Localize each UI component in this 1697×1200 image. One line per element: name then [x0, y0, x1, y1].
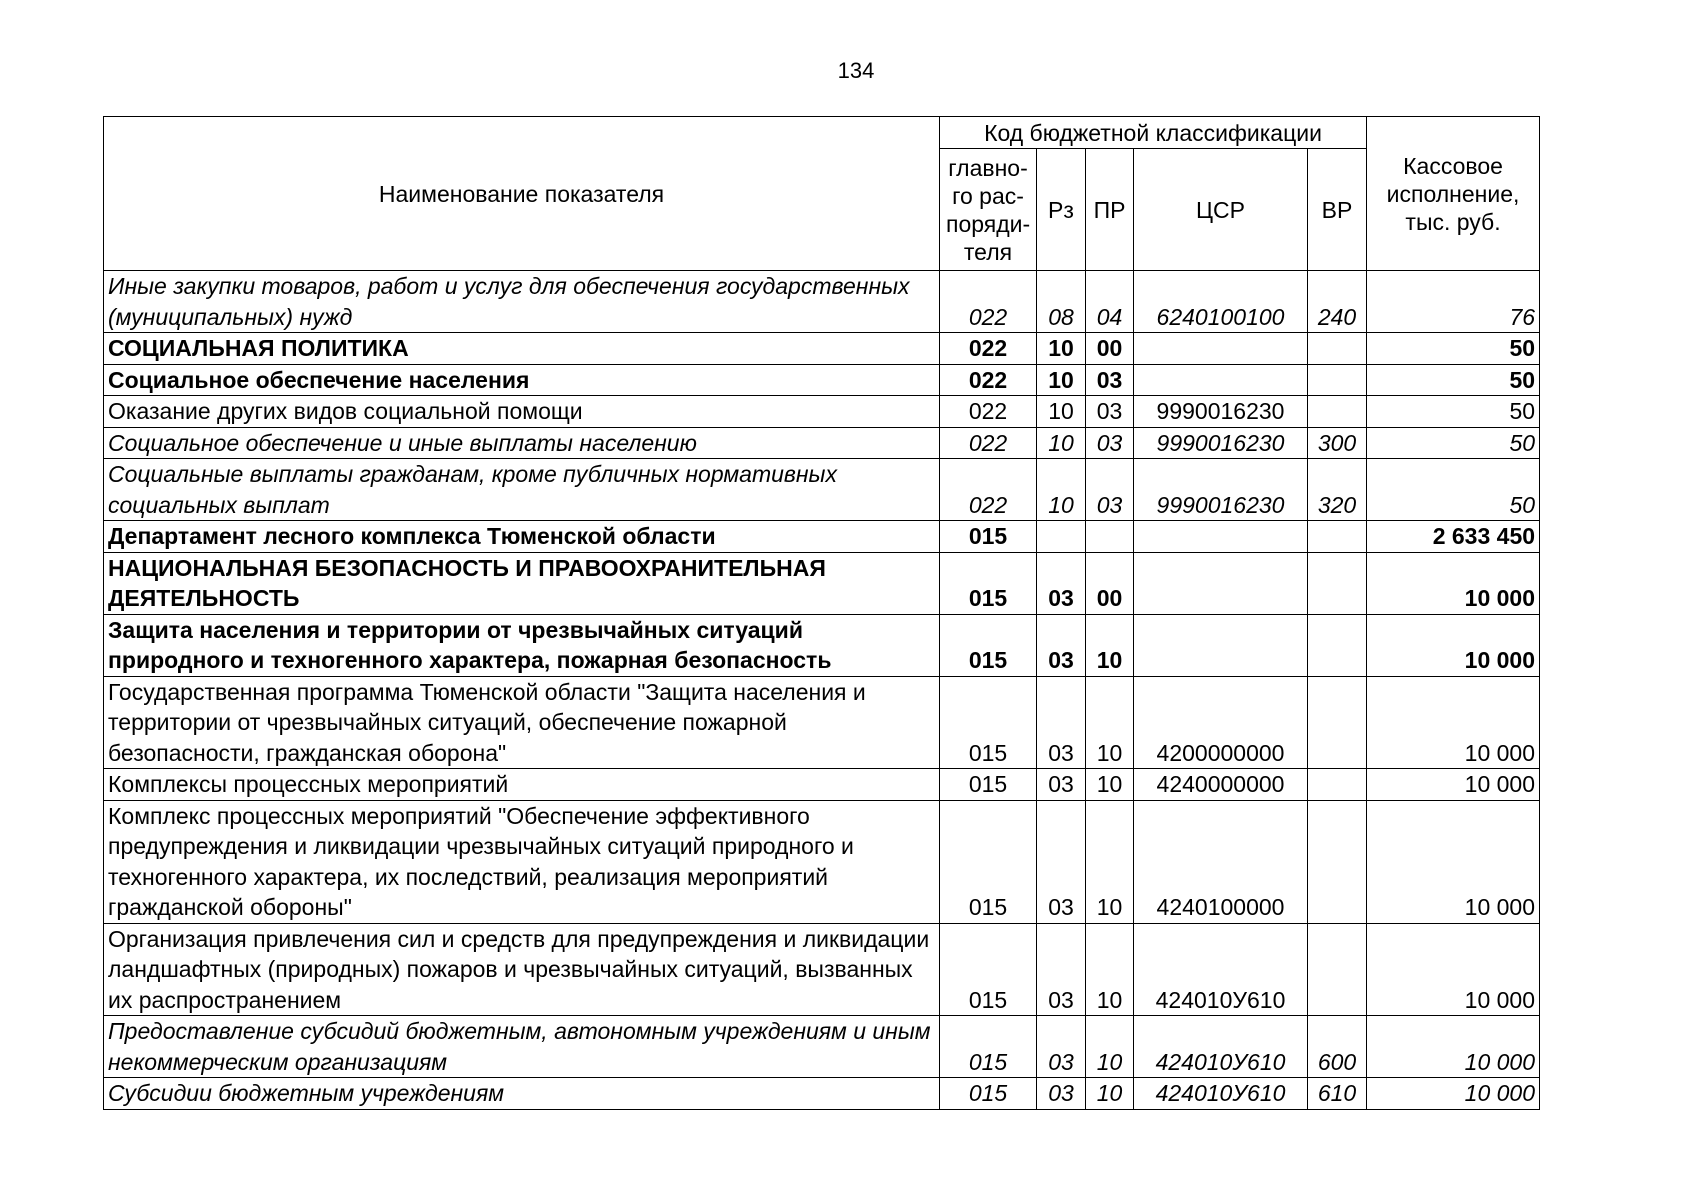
cell-csr: 4240100000 — [1134, 800, 1308, 923]
cell-rz: 10 — [1037, 459, 1086, 521]
cell-vr — [1308, 364, 1367, 396]
cell-csr: 424010У610 — [1134, 1078, 1308, 1110]
cell-amount: 10 000 — [1367, 614, 1540, 676]
header-csr: ЦСР — [1134, 149, 1308, 271]
cell-manager-code: 022 — [940, 396, 1037, 428]
cell-csr: 4240000000 — [1134, 769, 1308, 801]
header-amount: Кассовое исполнение, тыс. руб. — [1367, 117, 1540, 271]
cell-rz: 03 — [1037, 676, 1086, 769]
cell-manager-code: 015 — [940, 676, 1037, 769]
cell-pr — [1086, 521, 1134, 553]
table-row — [104, 552, 1540, 614]
cell-pr: 10 — [1086, 1078, 1134, 1110]
cell-amount: 50 — [1367, 396, 1540, 428]
table-row — [104, 521, 1540, 553]
budget-table — [103, 116, 1540, 1110]
table-body — [104, 271, 1540, 1110]
cell-vr: 320 — [1308, 459, 1367, 521]
cell-rz: 03 — [1037, 800, 1086, 923]
cell-rz: 03 — [1037, 1078, 1086, 1110]
table-row — [104, 1016, 1540, 1078]
cell-vr — [1308, 333, 1367, 365]
cell-name: Оказание других видов социальной помощи — [104, 396, 940, 428]
cell-rz: 03 — [1037, 1016, 1086, 1078]
cell-amount: 10 000 — [1367, 769, 1540, 801]
cell-amount: 50 — [1367, 364, 1540, 396]
table-row — [104, 333, 1540, 365]
header-manager: главно- го рас- поряди- теля — [940, 149, 1037, 271]
cell-csr — [1134, 333, 1308, 365]
cell-vr — [1308, 552, 1367, 614]
cell-manager-code: 022 — [940, 459, 1037, 521]
table-row — [104, 271, 1540, 333]
cell-manager-code: 015 — [940, 552, 1037, 614]
header-vr: ВР — [1308, 149, 1367, 271]
cell-manager-code: 015 — [940, 923, 1037, 1016]
cell-manager-code: 022 — [940, 271, 1037, 333]
cell-pr: 03 — [1086, 396, 1134, 428]
cell-pr: 00 — [1086, 333, 1134, 365]
cell-amount: 10 000 — [1367, 552, 1540, 614]
cell-csr: 6240100100 — [1134, 271, 1308, 333]
table-row — [104, 1078, 1540, 1110]
header-pr: ПР — [1086, 149, 1134, 271]
cell-pr: 10 — [1086, 923, 1134, 1016]
cell-pr: 10 — [1086, 676, 1134, 769]
cell-vr — [1308, 923, 1367, 1016]
cell-pr: 04 — [1086, 271, 1134, 333]
cell-vr: 300 — [1308, 427, 1367, 459]
cell-pr: 10 — [1086, 1016, 1134, 1078]
table-row — [104, 614, 1540, 676]
cell-rz: 03 — [1037, 614, 1086, 676]
cell-amount: 10 000 — [1367, 1016, 1540, 1078]
cell-name: Субсидии бюджетным учреждениям — [104, 1078, 940, 1110]
cell-csr: 424010У610 — [1134, 1016, 1308, 1078]
cell-csr — [1134, 552, 1308, 614]
cell-pr: 03 — [1086, 459, 1134, 521]
cell-csr: 9990016230 — [1134, 427, 1308, 459]
cell-amount: 50 — [1367, 427, 1540, 459]
cell-name: Социальные выплаты гражданам, кроме публичных нормативных социальных выплат — [104, 459, 940, 521]
cell-rz: 03 — [1037, 769, 1086, 801]
cell-name: Государственная программа Тюменской области "Защита населения и территории от чрезвычайных ситуаций, обеспечение пожарной безопасности, гражданская оборона" — [104, 676, 940, 769]
cell-name: Комплекс процессных мероприятий "Обеспечение эффективного предупреждения и ликвидации чрезвычайных ситуаций природного и техногенного характера, их последствий, реализация мероприятий гражданской обороны" — [104, 800, 940, 923]
cell-vr: 240 — [1308, 271, 1367, 333]
table-row — [104, 364, 1540, 396]
cell-csr: 424010У610 — [1134, 923, 1308, 1016]
table-row — [104, 676, 1540, 769]
header-code-group: Код бюджетной классификации — [940, 117, 1367, 149]
cell-rz: 10 — [1037, 333, 1086, 365]
cell-name: Социальное обеспечение населения — [104, 364, 940, 396]
cell-vr — [1308, 614, 1367, 676]
cell-amount: 10 000 — [1367, 923, 1540, 1016]
cell-manager-code: 015 — [940, 800, 1037, 923]
cell-vr: 610 — [1308, 1078, 1367, 1110]
cell-rz: 10 — [1037, 396, 1086, 428]
cell-amount: 50 — [1367, 333, 1540, 365]
cell-rz: 03 — [1037, 923, 1086, 1016]
cell-csr: 9990016230 — [1134, 396, 1308, 428]
cell-name: Департамент лесного комплекса Тюменской области — [104, 521, 940, 553]
cell-pr: 03 — [1086, 364, 1134, 396]
cell-amount: 76 — [1367, 271, 1540, 333]
cell-manager-code: 015 — [940, 614, 1037, 676]
cell-csr — [1134, 614, 1308, 676]
cell-amount: 10 000 — [1367, 800, 1540, 923]
cell-name: СОЦИАЛЬНАЯ ПОЛИТИКА — [104, 333, 940, 365]
cell-csr — [1134, 521, 1308, 553]
cell-rz: 03 — [1037, 552, 1086, 614]
cell-rz — [1037, 521, 1086, 553]
cell-vr — [1308, 521, 1367, 553]
header-rz: Рз — [1037, 149, 1086, 271]
header-name: Наименование показателя — [104, 117, 940, 271]
cell-csr: 4200000000 — [1134, 676, 1308, 769]
cell-amount: 50 — [1367, 459, 1540, 521]
cell-manager-code: 022 — [940, 364, 1037, 396]
cell-vr — [1308, 676, 1367, 769]
table-row — [104, 800, 1540, 923]
page-number: 134 — [837, 58, 875, 83]
table-row — [104, 396, 1540, 428]
cell-amount: 10 000 — [1367, 676, 1540, 769]
cell-amount: 2 633 450 — [1367, 521, 1540, 553]
cell-pr: 10 — [1086, 800, 1134, 923]
cell-rz: 08 — [1037, 271, 1086, 333]
cell-amount: 10 000 — [1367, 1078, 1540, 1110]
table-row — [104, 459, 1540, 521]
cell-manager-code: 022 — [940, 427, 1037, 459]
table-row — [104, 769, 1540, 801]
cell-pr: 00 — [1086, 552, 1134, 614]
cell-rz: 10 — [1037, 427, 1086, 459]
table-header — [104, 117, 1540, 271]
cell-name: Организация привлечения сил и средств для предупреждения и ликвидации ландшафтных (природных) пожаров и чрезвычайных ситуаций, вызванных их распространением — [104, 923, 940, 1016]
cell-vr — [1308, 396, 1367, 428]
cell-name: Иные закупки товаров, работ и услуг для обеспечения государственных (муниципальных) нужд — [104, 271, 940, 333]
cell-pr: 10 — [1086, 769, 1134, 801]
cell-csr — [1134, 364, 1308, 396]
cell-manager-code: 015 — [940, 769, 1037, 801]
cell-name: Комплексы процессных мероприятий — [104, 769, 940, 801]
cell-manager-code: 015 — [940, 1078, 1037, 1110]
cell-vr — [1308, 800, 1367, 923]
cell-vr — [1308, 769, 1367, 801]
cell-vr: 600 — [1308, 1016, 1367, 1078]
cell-name: Защита населения и территории от чрезвычайных ситуаций природного и техногенного характера, пожарная безопасность — [104, 614, 940, 676]
cell-name: Предоставление субсидий бюджетным, автономным учреждениям и иным некоммерческим организациям — [104, 1016, 940, 1078]
cell-manager-code: 015 — [940, 1016, 1037, 1078]
cell-pr: 10 — [1086, 614, 1134, 676]
cell-name: НАЦИОНАЛЬНАЯ БЕЗОПАСНОСТЬ И ПРАВООХРАНИТЕЛЬНАЯ ДЕЯТЕЛЬНОСТЬ — [104, 552, 940, 614]
cell-name: Социальное обеспечение и иные выплаты населению — [104, 427, 940, 459]
table-row — [104, 923, 1540, 1016]
cell-pr: 03 — [1086, 427, 1134, 459]
cell-manager-code: 022 — [940, 333, 1037, 365]
cell-rz: 10 — [1037, 364, 1086, 396]
table-row — [104, 427, 1540, 459]
cell-csr: 9990016230 — [1134, 459, 1308, 521]
cell-manager-code: 015 — [940, 521, 1037, 553]
